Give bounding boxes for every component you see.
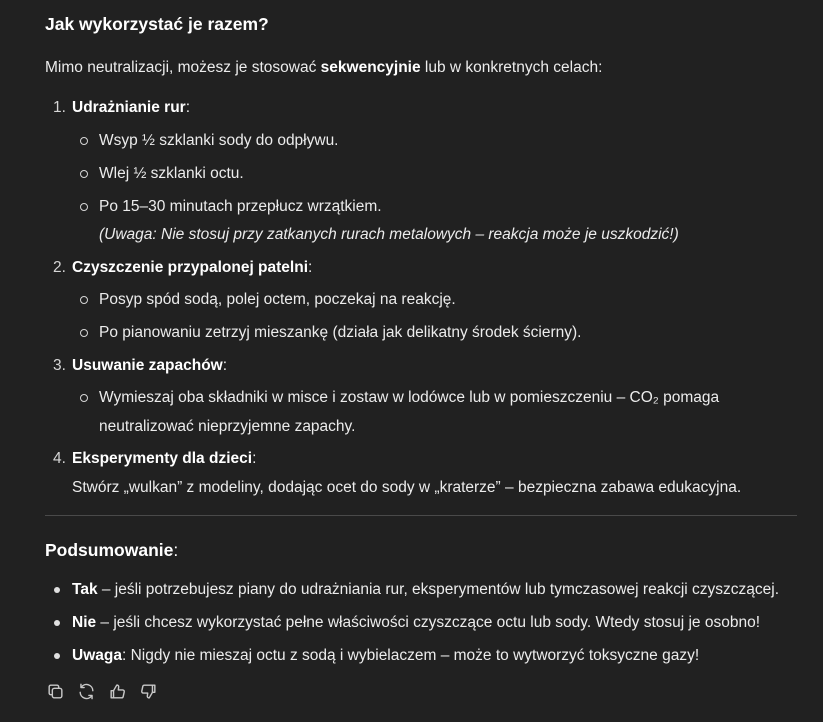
bullet-circle xyxy=(80,296,88,304)
note-text-content: (Uwaga: Nie stosuj przy zatkanych rurach metalowych – reakcja może je uszkodzić!) xyxy=(99,226,679,243)
sub-item-text: neutralizować nieprzyjemne zapachy. xyxy=(99,418,356,435)
summary-item-label: Nie xyxy=(72,614,97,631)
bullet-circle xyxy=(80,203,88,211)
summary-item-text: : Nigdy nie mieszaj octu z sodą i wybielaczem – może to wytworzyć toksyczne gazy! xyxy=(121,647,700,664)
list-number: 3. xyxy=(53,357,66,374)
bullet-dot xyxy=(54,587,60,593)
summary-item-text: – jeśli chcesz wykorzystać pełne właściwości czyszczące octu lub sody. Wtedy stosuj je osobno! xyxy=(96,614,761,631)
sub-item-text: Po 15–30 minutach przepłucz wrzątkiem. xyxy=(99,198,382,215)
list-item-title: Usuwanie zapachów xyxy=(72,357,223,374)
intro-text-after: lub w konkretnych celach: xyxy=(420,59,603,76)
summary-item-label: Uwaga xyxy=(72,647,122,664)
colon: : xyxy=(308,259,313,276)
summary-item-text: – jeśli potrzebujesz piany do udrażniania rur, eksperymentów lub tymczasowej reakcji czyszczącej. xyxy=(97,581,780,598)
summary-item-label: Tak xyxy=(72,581,98,598)
sub-item-text: Wymieszaj oba składniki w misce i zostaw w lodówce lub w pomieszczeniu – CO₂ pomaga xyxy=(99,389,720,406)
summary-heading xyxy=(45,540,178,561)
summary-item-yes xyxy=(72,581,779,599)
sub-item-continuation xyxy=(99,418,799,436)
colon: : xyxy=(252,450,257,467)
note-text xyxy=(99,226,799,244)
summary-item-no xyxy=(72,614,760,632)
list-number: 4. xyxy=(53,450,66,467)
list-item-title-line xyxy=(72,357,227,375)
list-item-body: Stwórz „wulkan” z modeliny, dodając ocet do sody w „kraterze” – bezpieczna zabawa edukacyjna. xyxy=(72,479,742,496)
bullet-dot xyxy=(54,653,60,659)
thumbs-up-icon[interactable] xyxy=(107,681,127,701)
summary-title: Podsumowanie xyxy=(45,540,174,560)
bullet-circle xyxy=(80,170,88,178)
bullet-circle xyxy=(80,394,88,402)
bullet-circle xyxy=(80,329,88,337)
bullet-circle xyxy=(80,137,88,145)
intro-paragraph xyxy=(45,59,602,77)
message-actions xyxy=(45,681,158,701)
list-item-title: Eksperymenty dla dzieci xyxy=(72,450,253,467)
sub-item-text: Wsyp ½ szklanki sody do odpływu. xyxy=(99,132,339,149)
colon: : xyxy=(173,540,179,560)
sub-item xyxy=(99,132,799,150)
colon: : xyxy=(222,357,228,374)
bullet-dot xyxy=(54,620,60,626)
colon: : xyxy=(185,99,191,116)
list-number: 2. xyxy=(53,259,66,276)
sub-item xyxy=(99,198,799,216)
list-item-title-line xyxy=(72,99,190,117)
sub-item-text: Posyp spód sodą, polej octem, poczekaj na reakcję. xyxy=(99,291,456,308)
summary-item-warning xyxy=(72,647,699,665)
sub-item xyxy=(99,165,799,183)
intro-bold: sekwencyjnie xyxy=(320,59,421,76)
copy-icon[interactable] xyxy=(45,681,65,701)
sub-item-text: Po pianowaniu zetrzyj mieszankę (działa jak delikatny środek ścierny). xyxy=(99,324,582,341)
regenerate-icon[interactable] xyxy=(76,681,96,701)
divider xyxy=(45,515,797,516)
list-item-title: Udrażnianie rur xyxy=(72,99,186,116)
list-item-title-line xyxy=(72,450,256,468)
intro-text-before: Mimo neutralizacji, możesz je stosować xyxy=(45,59,321,76)
list-item-title-line xyxy=(72,259,312,277)
sub-item-text: Wlej ½ szklanki octu. xyxy=(99,165,244,182)
thumbs-down-icon[interactable] xyxy=(138,681,158,701)
list-number: 1. xyxy=(53,99,66,116)
list-item-title: Czyszczenie przypalonej patelni xyxy=(72,259,309,276)
sub-item xyxy=(99,291,799,309)
section-heading: Jak wykorzystać je razem? xyxy=(45,14,269,34)
sub-item xyxy=(99,389,799,407)
sub-item xyxy=(99,324,799,342)
